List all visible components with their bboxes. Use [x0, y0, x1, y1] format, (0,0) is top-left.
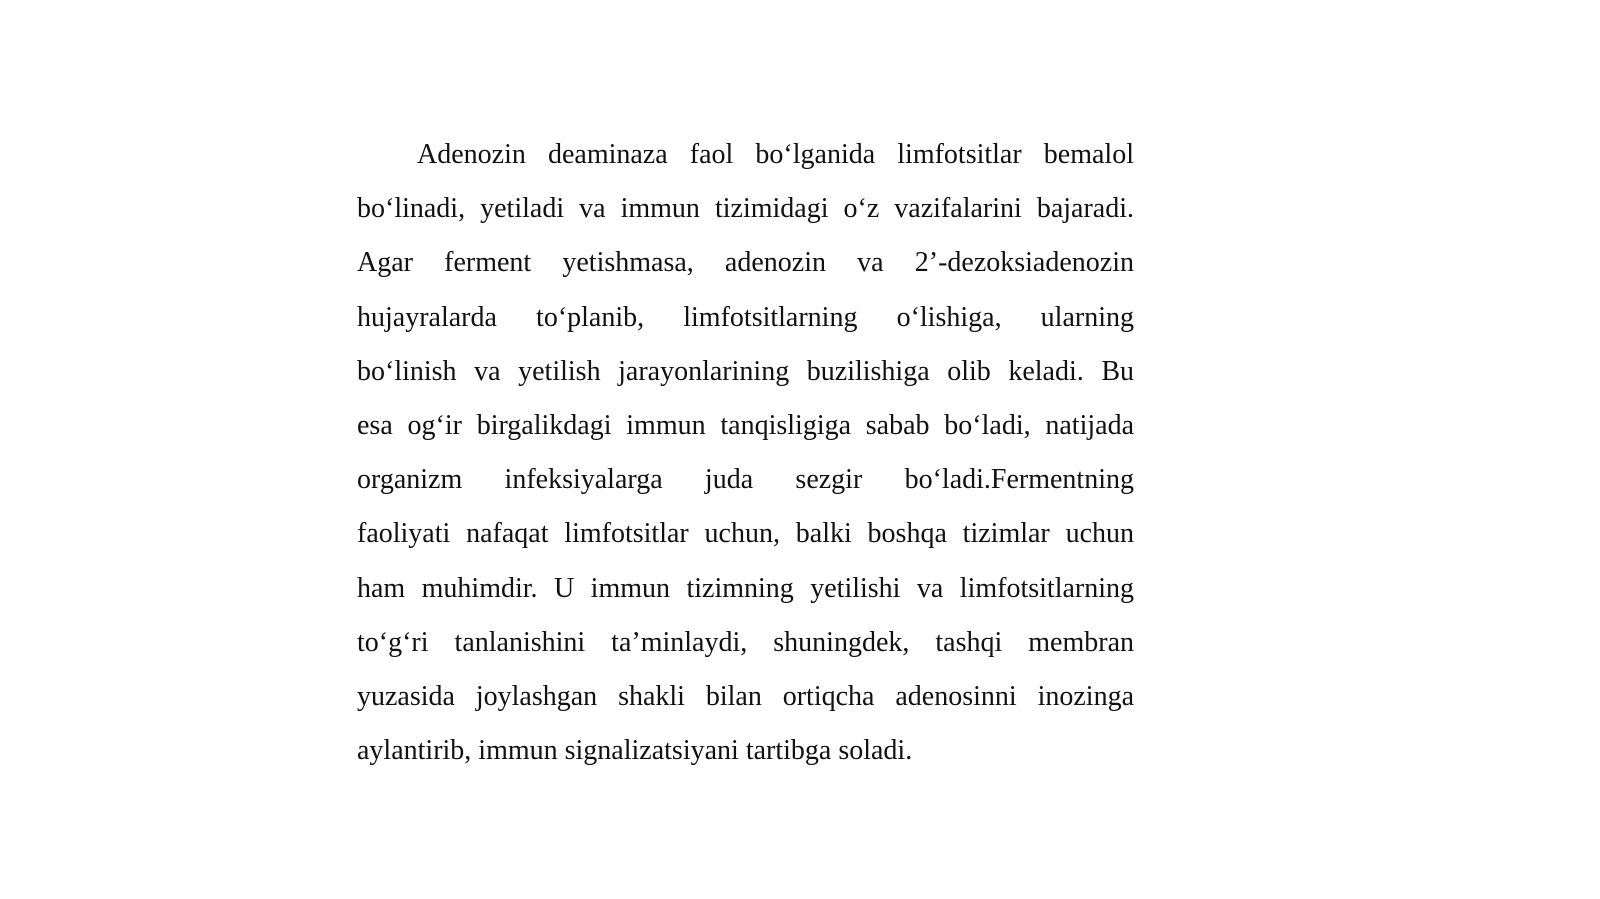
body-paragraph — [357, 128, 1134, 778]
paragraph-line-5: bo‘linish va yetilish jarayonlarining buzilishiga olib keladi. Bu — [357, 355, 1134, 387]
paragraph-line-7: organizm infeksiyalarga juda sezgir bo‘ladi.Fermentning — [357, 464, 1134, 496]
paragraph-line-10: to‘g‘ri tanlanishini ta’minlaydi, shuningdek, tashqi membran — [357, 626, 1134, 658]
paragraph-line-9: ham muhimdir. U immun tizimning yetilishi va limfotsitlarning — [357, 572, 1134, 604]
paragraph-line-1: Adenozin deaminaza faol bo‘lganida limfotsitlar bemalol — [417, 139, 1134, 170]
paragraph-line-11: yuzasida joylashgan shakli bilan ortiqcha adenosinni inozinga — [357, 680, 1134, 712]
paragraph-line-2: bo‘linadi, yetiladi va immun tizimidagi o‘z vazifalarini bajaradi. — [357, 193, 1134, 225]
paragraph-line-3: Agar ferment yetishmasa, adenozin va 2’-dezoksiadenozin — [357, 247, 1134, 279]
paragraph-line-4: hujayralarda to‘planib, limfotsitlarning o‘lishiga, ularning — [357, 301, 1134, 333]
paragraph-line-12: aylantirib, immun signalizatsiyani tartibga soladi. — [357, 735, 913, 767]
paragraph-line-6: esa og‘ir birgalikdagi immun tanqisligiga sabab bo‘ladi, natijada — [357, 409, 1134, 441]
paragraph-line-8: faoliyati nafaqat limfotsitlar uchun, balki boshqa tizimlar uchun — [357, 518, 1134, 550]
